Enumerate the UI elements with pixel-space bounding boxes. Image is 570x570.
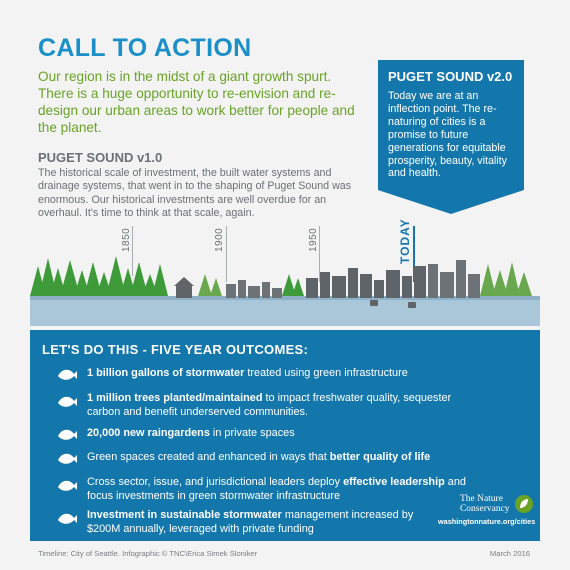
outcomes-heading: LET'S DO THIS - FIVE YEAR OUTCOMES:: [42, 342, 309, 357]
tnc-url-link[interactable]: washingtonnature.org/cities: [438, 517, 536, 526]
timeline-label-1900: 1900: [214, 227, 225, 252]
outcome-text: management increased by $200M annually, leveraged with private funding: [87, 509, 414, 536]
outcome-bold: 1 million trees planted/maintained: [87, 392, 263, 404]
v1-body: The historical scale of investment, the built water systems and drainage systems, that went in to the shaping of Puget Sound was enormous. Our historical investments are well overdue for an overhaul. It's time to think at that scale, again.: [38, 167, 352, 220]
outcome-bold: 1 billion gallons of stormwater: [87, 367, 245, 379]
footer-credit: Timeline: City of Seattle. Infographic © TNC\Erica Simek Sloniker: [38, 549, 258, 558]
green-city-trees: [480, 262, 532, 296]
outcome-bold: Investment in sustainable stormwater: [87, 509, 282, 521]
outcome-pre: Green spaces created and enhanced in ways that: [87, 451, 330, 463]
outcome-pre: Cross sector, issue, and jurisdictional leaders deploy: [87, 476, 344, 488]
v2-heading: PUGET SOUND v2.0: [388, 69, 513, 84]
timeline-label-today: TODAY: [398, 218, 412, 264]
timeline-label-1850: 1850: [121, 227, 132, 252]
salmon-icon: [56, 393, 78, 409]
salmon-icon: [56, 426, 78, 442]
v2-callout: [378, 60, 524, 190]
salmon-icon: [56, 450, 78, 466]
footer-date: March 2016: [489, 549, 530, 558]
outcome-text: treated using green infrastructure: [244, 367, 408, 379]
outcome-text: in private spaces: [209, 427, 295, 439]
outcome-bold: effective leadership: [343, 476, 445, 488]
tnc-leaf-logo-icon: [514, 494, 534, 514]
salmon-icon: [56, 510, 78, 526]
tnc-name-line1: The Nature: [459, 494, 503, 504]
outcome-text: to impact freshwater quality, sequester carbon and benefit underserved communities.: [87, 392, 452, 419]
town-1900: [226, 280, 282, 298]
tnc-name-line2: Conservancy: [459, 504, 510, 514]
city-today: [428, 260, 480, 298]
v2-body: Today we are at an inflection point. The re-naturing of cities is a promise to future generations for equitable prosperity, beauty, vitality and health.: [388, 90, 507, 180]
salmon-icon: [56, 366, 78, 382]
forest-trees: [30, 256, 168, 296]
timeline-label-1950: 1950: [308, 227, 319, 252]
v2-callout-arrow: [378, 190, 524, 214]
outcome-text: and focus investments in green stormwater infrastructure: [87, 476, 466, 503]
house-1850: [174, 277, 194, 298]
tnc-logo-block: [438, 494, 534, 526]
intro-text: Our region is in the midst of a giant growth spurt. There is a huge opportunity to re-envision and re-design our urban areas to work better for people and the planet.: [38, 69, 355, 135]
salmon-icon: [56, 477, 78, 493]
outcomes-panel: [30, 330, 540, 541]
city-growth-illustration: [30, 248, 540, 326]
city-1950: [306, 266, 426, 298]
water-strip: [30, 298, 540, 326]
outcome-bold: 20,000 new raingardens: [87, 427, 210, 439]
page-title: CALL TO ACTION: [38, 34, 252, 62]
v1-heading: PUGET SOUND v1.0: [38, 150, 163, 165]
outcome-bold: better quality of life: [329, 451, 431, 463]
